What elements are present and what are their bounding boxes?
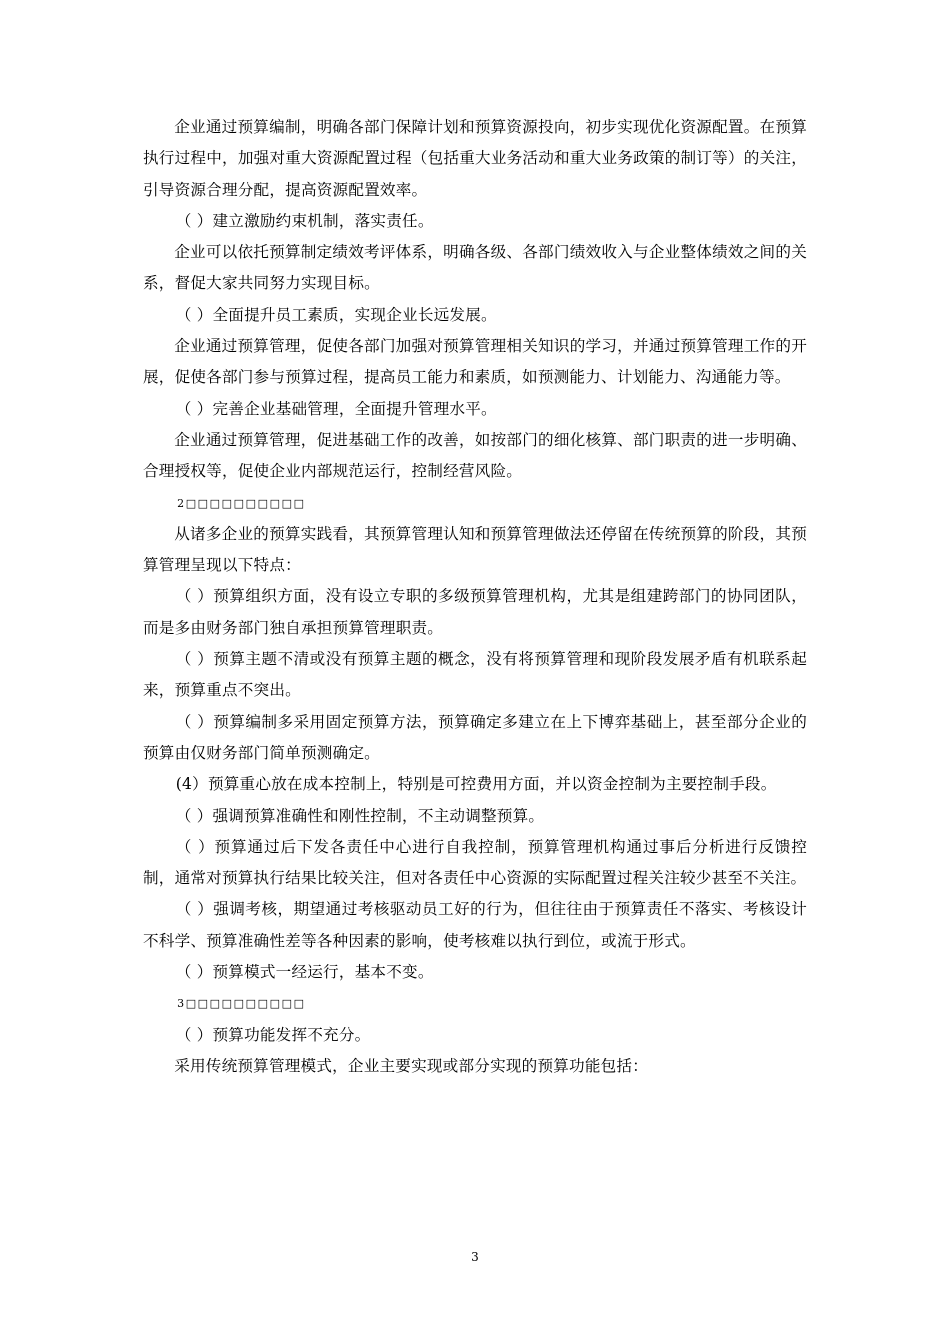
- section-heading: 2□□□□□□□□□□: [177, 496, 306, 510]
- paragraph: 企业通过预算管理，促进基础工作的改善，如按部门的细化核算、部门职责的进一步明确、合理授权等，促使企业内部规范运行，控制经营风险。: [143, 430, 807, 481]
- list-item: （ ）预算模式一经运行，基本不变。: [175, 963, 434, 982]
- list-item: (4）预算重心放在成本控制上，特别是可控费用方面，并以资金控制为主要控制手段。: [175, 775, 777, 794]
- list-item: （ ）建立激励约束机制，落实责任。: [175, 211, 434, 230]
- paragraph: 企业可以依托预算制定绩效考评体系，明确各级、各部门绩效收入与企业整体绩效之间的关系，督促大家共同努力实现目标。: [143, 243, 807, 293]
- list-item: （ ）全面提升员工素质，实现企业长远发展。: [175, 305, 497, 324]
- paragraph: 企业通过预算管理，促使各部门加强对预算管理相关知识的学习，并通过预算管理工作的开展，促使各部门参与预算过程，提高员工能力和素质，如预测能力、计划能力、沟通能力等。: [143, 337, 807, 387]
- page-number: 3: [471, 1250, 479, 1264]
- list-item: （ ）预算编制多采用固定预算方法，预算确定多建立在上下博弈基础上，甚至部分企业的预算由仅财务部门简单预测确定。: [143, 712, 807, 762]
- list-item: （ ）完善企业基础管理，全面提升管理水平。: [175, 399, 497, 418]
- list-item: （ ）预算主题不清或没有预算主题的概念，没有将预算管理和现阶段发展矛盾有机联系起来，预算重点不突出。: [143, 650, 807, 700]
- list-item: （ ）预算通过后下发各责任中心进行自我控制，预算管理机构通过事后分析进行反馈控制，通常对预算执行结果比较关注，但对各责任中心资源的实际配置过程关注较少甚至不关注。: [143, 837, 807, 888]
- list-item: （ ）预算功能发挥不充分。: [175, 1025, 371, 1044]
- list-item: （ ）预算组织方面，没有设立专职的多级预算管理机构，尤其是组建跨部门的协同团队，而是多由财务部门独自承担预算管理职责。: [143, 587, 807, 637]
- list-item: （ ）强调考核，期望通过考核驱动员工好的行为，但往往由于预算责任不落实、考核设计不科学、预算准确性差等各种因素的影响，使考核难以执行到位，或流于形式。: [143, 900, 807, 950]
- paragraph: 企业通过预算编制，明确各部门保障计划和预算资源投向，初步实现优化资源配置。在预算执行过程中，加强对重大资源配置过程（包括重大业务活动和重大业务政策的制订等）的关注，引导资源合理分配，提高资源配置效率。: [143, 118, 807, 199]
- list-item: （ ）强调预算准确性和刚性控制，不主动调整预算。: [175, 806, 545, 825]
- paragraph: 采用传统预算管理模式，企业主要实现或部分实现的预算功能包括：: [174, 1056, 649, 1075]
- section-heading: 3□□□□□□□□□□: [177, 997, 306, 1011]
- paragraph: 从诸多企业的预算实践看，其预算管理认知和预算管理做法还停留在传统预算的阶段，其预算管理呈现以下特点：: [143, 524, 807, 575]
- page-body: [143, 112, 807, 1082]
